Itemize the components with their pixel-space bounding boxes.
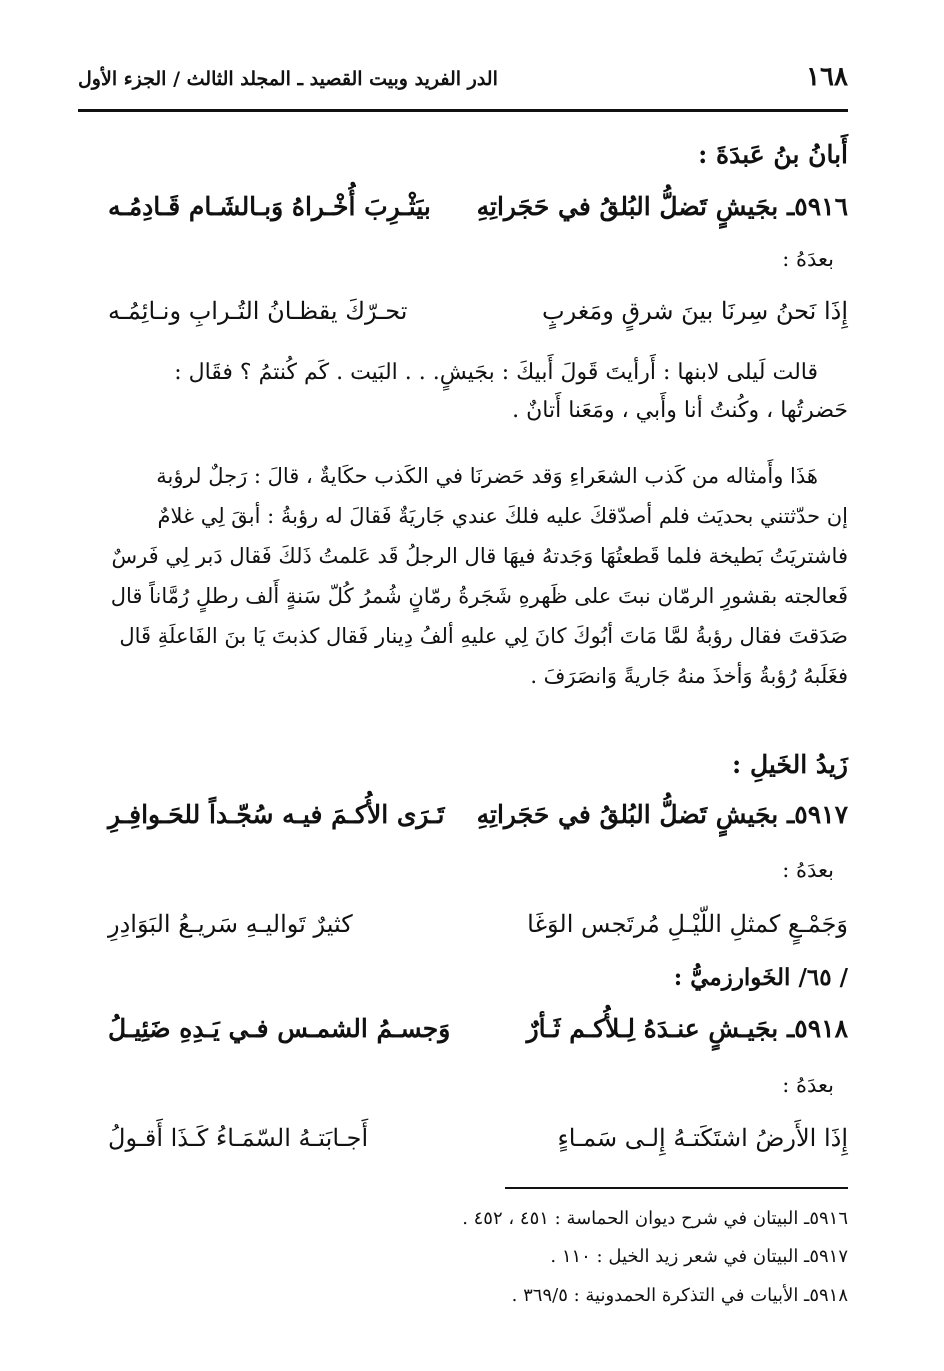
verse-second-hemistich: تحـرّكَ يقظـانُ التُـرابِ ونـائِمُـه — [108, 297, 408, 325]
after-label: بعدَهُ : — [782, 858, 834, 882]
page-header — [78, 62, 848, 102]
poet-name: / ٦٥/ الخَوارزميُّ : — [673, 964, 848, 991]
verse-following — [108, 1124, 848, 1168]
running-title: الدر الفريد وبيت القصيد ـ المجلد الثالث / الجزء الأول — [78, 68, 498, 90]
story-paragraph: هَذَا وأَمثاله من كَذب الشعَراءِ وَقد حَضرنَا في الكَذب حكَايةٌ ، قالَ : رَجلٌ لرؤبة إن حدّثتني بحديَث فلم أصدّقكَ عليه فلكَ عندي جَاريَةٌ فَقالَ له رؤبةُ : أبقَ لِي غلامٌ فاشتريَتُ بَطيخة فلما قَطعتُهَا وَجَدتهُ فيهَا قال الرجلُ قَد عَلمتُ ذَلكَ فَقال دَبر لِي فَرسٌ فَعالجته بقشورِ الرمّان نبتَ على ظَهرهِ شَجَرةُ رمّانٍ شُمرُ كُلّ سَنةٍ أَلف رطلٍ رُمَّاناً قال صَدَقتَ فقال رؤبةُ لمَّا مَاتَ أبُوكَ كانَ لِي عليهِ ألفُ دِينار فَقال كذبتَ يَا بنَ الفَاعلَةِ قَال فغَلَبهُ رُؤبةُ وَأخذَ منهُ جَاريةً وَانصَرَفَ . — [110, 464, 848, 688]
verse-second-hemistich: كثيرٌ تَواليـهِ سَريـعُ البَوَادِرِ — [108, 910, 353, 938]
verse-5916 — [108, 192, 848, 236]
verse-5917 — [108, 800, 848, 844]
header-divider — [78, 109, 848, 112]
verse-number: ٥٩١٨ـ — [786, 1014, 848, 1043]
after-label: بعدَهُ : — [782, 1073, 834, 1097]
verse-first-hemistich: إِذَا نَحنُ سِرنَا بينَ شرقٍ ومَغربٍ — [542, 297, 848, 325]
verse-second-hemistich: تَـرَى الأُكـمَ فيـه سُجّـداً للحَـوافِـرِ — [108, 800, 445, 829]
footnote: ٥٩١٧ـ البيتان في شعر زيد الخيل : ١١٠ . — [550, 1246, 848, 1267]
verse-following — [108, 910, 848, 954]
poet-name: أَبانُ بنُ عَبدَةَ : — [698, 140, 848, 169]
verse-first-hemistich: بجَيشٍ تَضلُّ البُلقُ في حَجَراتِهِ — [476, 192, 779, 221]
verse-number: ٥٩١٦ـ — [786, 192, 848, 221]
verse-second-hemistich: وَجسـمُ الشمـس فـي يَـدِهِ ضَئِيـلُ — [108, 1014, 451, 1043]
verse-second-hemistich: أَجـابَتـهُ السّمَـاءُ كَـذَا أَقـولُ — [108, 1124, 369, 1152]
verse-first-hemistich: بجَيـشٍ عنـدَهُ لِـلأُكـم ثَـأرٌ — [526, 1014, 779, 1043]
after-label: بعدَهُ : — [782, 247, 834, 271]
footnote: ٥٩١٦ـ البيتان في شرح ديوان الحماسة : ٤٥١ ، ٤٥٢ . — [462, 1208, 848, 1229]
verse-second-hemistich: بيَثْـرِبَ أُخْـراهُ وَبـالشَـام قَـادِمُـه — [108, 192, 431, 221]
page-number: ١٦٨ — [806, 62, 848, 92]
verse-number: ٥٩١٧ـ — [786, 800, 848, 829]
footnote-divider — [505, 1187, 848, 1189]
anecdote-paragraph: قالت لَيلى لابنها : أَرأيتَ قَولَ أَبيكَ : بجَيشٍ. . . البَيت . كَم كُنتمُ ؟ فقَال : حَضرتُها ، وكُنتُ أنا وأَبي ، ومَعَنا أَتانٌ . — [174, 360, 848, 423]
verse-first-hemistich: إِذَا الأَرضُ اشتَكَتـهُ إِلـى سَمـاءٍ — [557, 1124, 848, 1152]
verse-first-hemistich: بجَيشٍ تَضلُّ البُلقُ في حَجَراتِهِ — [476, 800, 779, 829]
verse-following — [108, 297, 848, 341]
verse-5918 — [108, 1014, 848, 1058]
poet-name: زَيدُ الخَيلِ : — [732, 750, 848, 779]
footnote: ٥٩١٨ـ الأبيات في التذكرة الحمدونية : ٣٦٩/٥ . — [511, 1285, 848, 1306]
verse-first-hemistich: وَجَمْـعٍ كمثلِ اللّيْـلِ مُرتَجس الوَغَا — [527, 910, 848, 938]
